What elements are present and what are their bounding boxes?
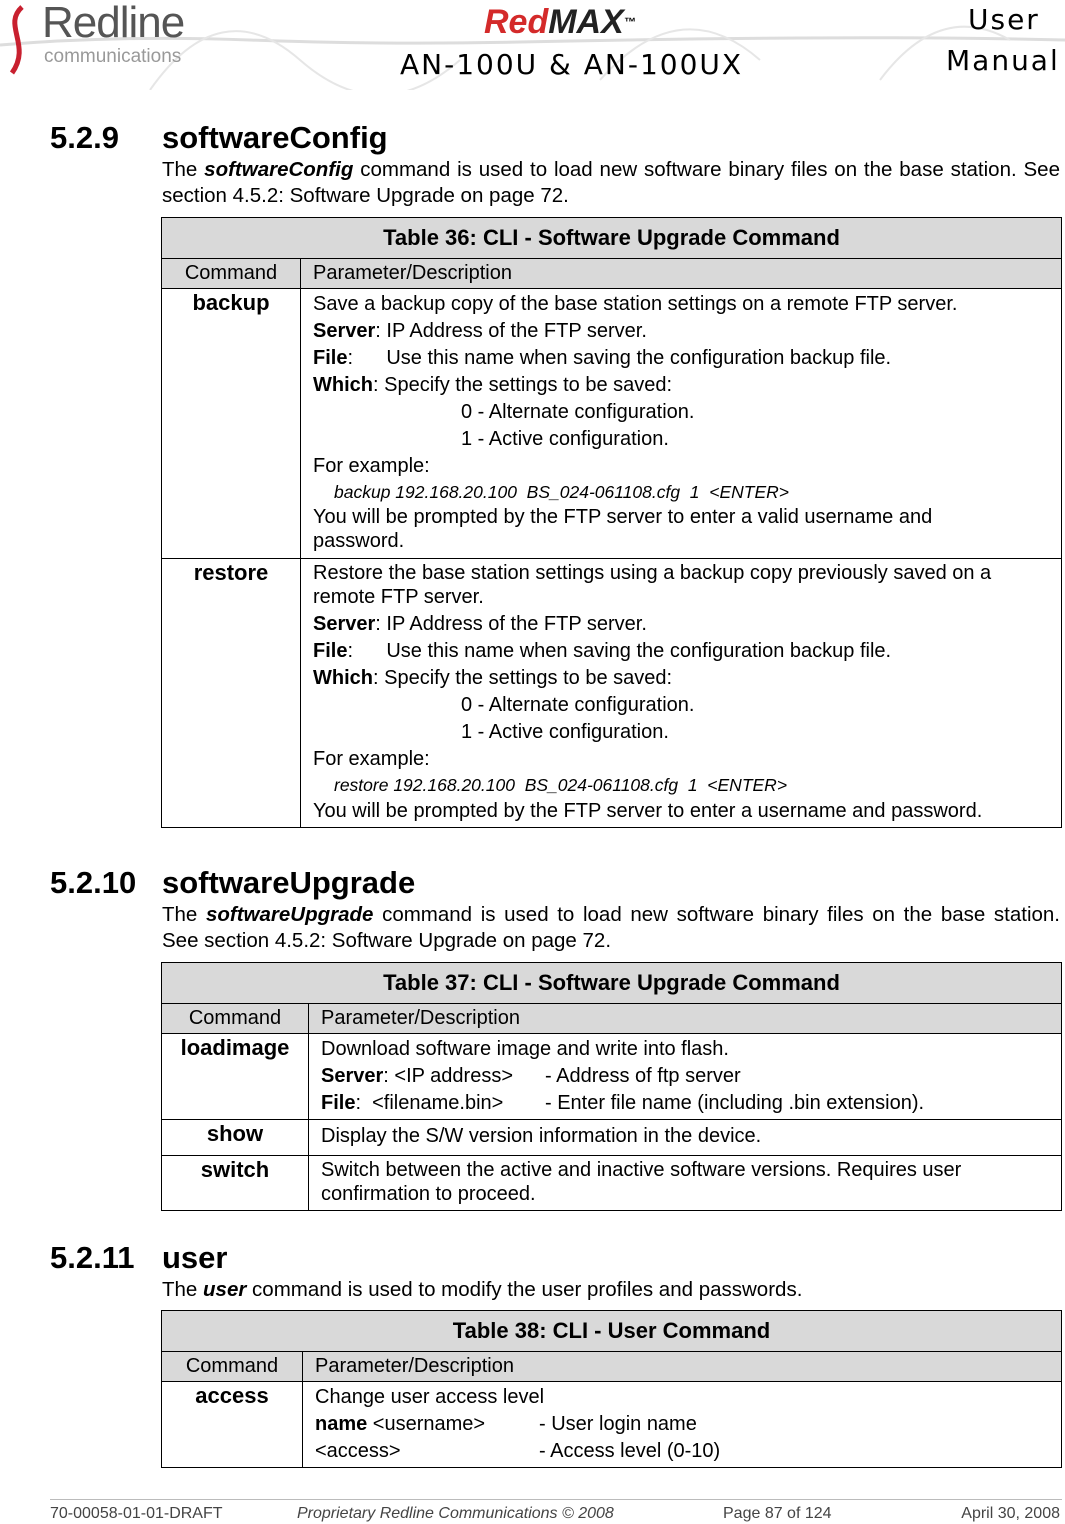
command-name: softwareConfig [204,158,354,181]
param-description: - Access level (0-10) [539,1440,721,1462]
section-number: 5.2.11 [50,1240,135,1275]
param-line [313,638,1053,665]
column-header: Parameter/Description [309,1004,1062,1034]
section-paragraph [162,902,1060,954]
command-cell: restore [162,559,301,828]
section-paragraph [162,1277,1060,1303]
param-text: : <IP address> [383,1065,513,1087]
text: For example: [313,455,430,477]
param-label: Which [313,667,373,689]
param-label: Server [313,320,376,342]
command-cell: switch [162,1156,309,1211]
option: 1 - Active configuration. [461,721,669,743]
param-text: <access> [315,1440,401,1462]
table-row [162,1156,1062,1211]
text: The [162,1278,204,1301]
section-number: 5.2.10 [50,865,137,900]
param-text: : IP Address of the FTP server. [375,320,647,342]
section-heading [50,865,415,900]
param-line [313,318,1053,345]
column-header: Command [162,259,301,289]
param-text: : Specify the settings to be saved: [373,667,673,689]
table-row [162,289,1062,559]
command-name: user [203,1278,247,1301]
doc-type-line1: User [968,3,1040,36]
product-logo-tm: ™ [623,15,636,29]
description-cell [309,1034,1062,1120]
param-label: File [313,347,348,369]
param-text: : Specify the settings to be saved: [373,374,673,396]
param-label: File [321,1092,356,1114]
param-label: name [315,1413,368,1435]
table-row [162,1034,1062,1120]
param-line [315,1411,1053,1438]
option: 0 - Alternate configuration. [461,401,695,423]
table-row [162,1382,1062,1468]
table-row [162,1120,1062,1156]
table-title: Table 37: CLI - Software Upgrade Command [162,963,1062,1004]
example-command: restore 192.168.20.100 BS_024-061108.cfg 1 <ENTER> [334,775,788,795]
example-command: backup 192.168.20.100 BS_024-061108.cfg 1 <ENTER> [334,482,789,502]
description-cell [301,559,1062,828]
description-cell [303,1382,1062,1468]
text: The [162,903,206,926]
product-logo [484,4,636,40]
note: You will be prompted by the FTP server to enter a username and password. [313,800,983,822]
param-label: Server [321,1065,384,1087]
table-38 [161,1310,1062,1468]
text: For example: [313,748,430,770]
param-line [313,372,1053,399]
param-description: - Address of ftp server [545,1065,741,1087]
column-header: Command [162,1352,303,1382]
table-36 [161,217,1062,828]
product-logo-red: Red [484,3,549,41]
param-label: Server [313,613,376,635]
header [0,0,1065,90]
param-description: - Enter file name (including .bin extension). [545,1092,925,1114]
column-header: Parameter/Description [303,1352,1062,1382]
section-title: user [162,1240,228,1275]
command-cell: show [162,1120,309,1156]
param-text: : Use this name when saving the configuration backup file. [347,347,892,369]
param-line [313,665,1053,692]
param-text: : <filename.bin> [355,1092,504,1114]
text: Change user access level [315,1386,545,1408]
text: Restore the base station settings using a backup copy previously saved on a remote FTP server. [313,562,992,608]
text: The [162,158,205,181]
text: Download software image and write into flash. [321,1038,729,1060]
section-title: softwareUpgrade [162,865,416,900]
table-title: Table 38: CLI - User Command [162,1311,1062,1352]
option: 0 - Alternate configuration. [461,694,695,716]
param-line [313,611,1053,638]
column-header: Command [162,1004,309,1034]
product-logo-black: MAX [548,3,624,41]
company-logo: Redline [42,0,185,47]
table-row [162,559,1062,828]
table-37 [161,962,1062,1211]
note: You will be prompted by the FTP server to enter a valid username and password. [313,506,933,552]
text: command is used to load new software binary files on the base station. See section 4.5.2: Software Upgrade on page 72. [162,158,1060,207]
command-name: softwareUpgrade [205,903,374,926]
param-line [315,1438,1053,1465]
doc-type-line2: Manual [946,44,1060,77]
param-label: Which [313,374,373,396]
section-paragraph [162,157,1060,209]
section-heading [50,120,388,155]
model-title: AN-100U & AN-100UX [400,48,744,81]
description-cell: Display the S/W version information in the device. [309,1120,1062,1156]
command-cell: backup [162,289,301,559]
description-cell [301,289,1062,559]
param-line [321,1063,1053,1090]
column-header: Parameter/Description [301,259,1062,289]
param-line [321,1090,1053,1117]
command-cell: access [162,1382,303,1468]
text: Save a backup copy of the base station settings on a remote FTP server. [313,293,958,315]
param-description: - User login name [539,1413,697,1435]
param-label: File [313,640,348,662]
command-cell: loadimage [162,1034,309,1120]
option: 1 - Active configuration. [461,428,669,450]
text: command is used to load new software binary files on the base station. See section 4.5.2: Software Upgrade on page 72. [162,903,1060,952]
text: command is used to modify the user profiles and passwords. [246,1278,803,1301]
redline-swoosh-icon [2,5,38,75]
param-text: <username> [367,1413,486,1435]
param-text: : IP Address of the FTP server. [375,613,647,635]
section-title: softwareConfig [162,120,388,155]
footer-page-number: Page 87 of 124 [723,1505,832,1522]
section-number: 5.2.9 [50,120,119,155]
param-text: : Use this name when saving the configuration backup file. [347,640,892,662]
footer-divider [50,1499,1062,1500]
footer-date: April 30, 2008 [961,1505,1060,1522]
company-logo-sub: communications [44,46,182,67]
footer-copyright: Proprietary Redline Communications © 2008 [297,1505,614,1522]
section-heading [50,1240,227,1275]
param-line [313,345,1053,372]
description-cell: Switch between the active and inactive software versions. Requires user confirmation to proceed. [309,1156,1062,1211]
footer-doc-id: 70-00058-01-01-DRAFT [50,1505,223,1522]
table-title: Table 36: CLI - Software Upgrade Command [162,218,1062,259]
